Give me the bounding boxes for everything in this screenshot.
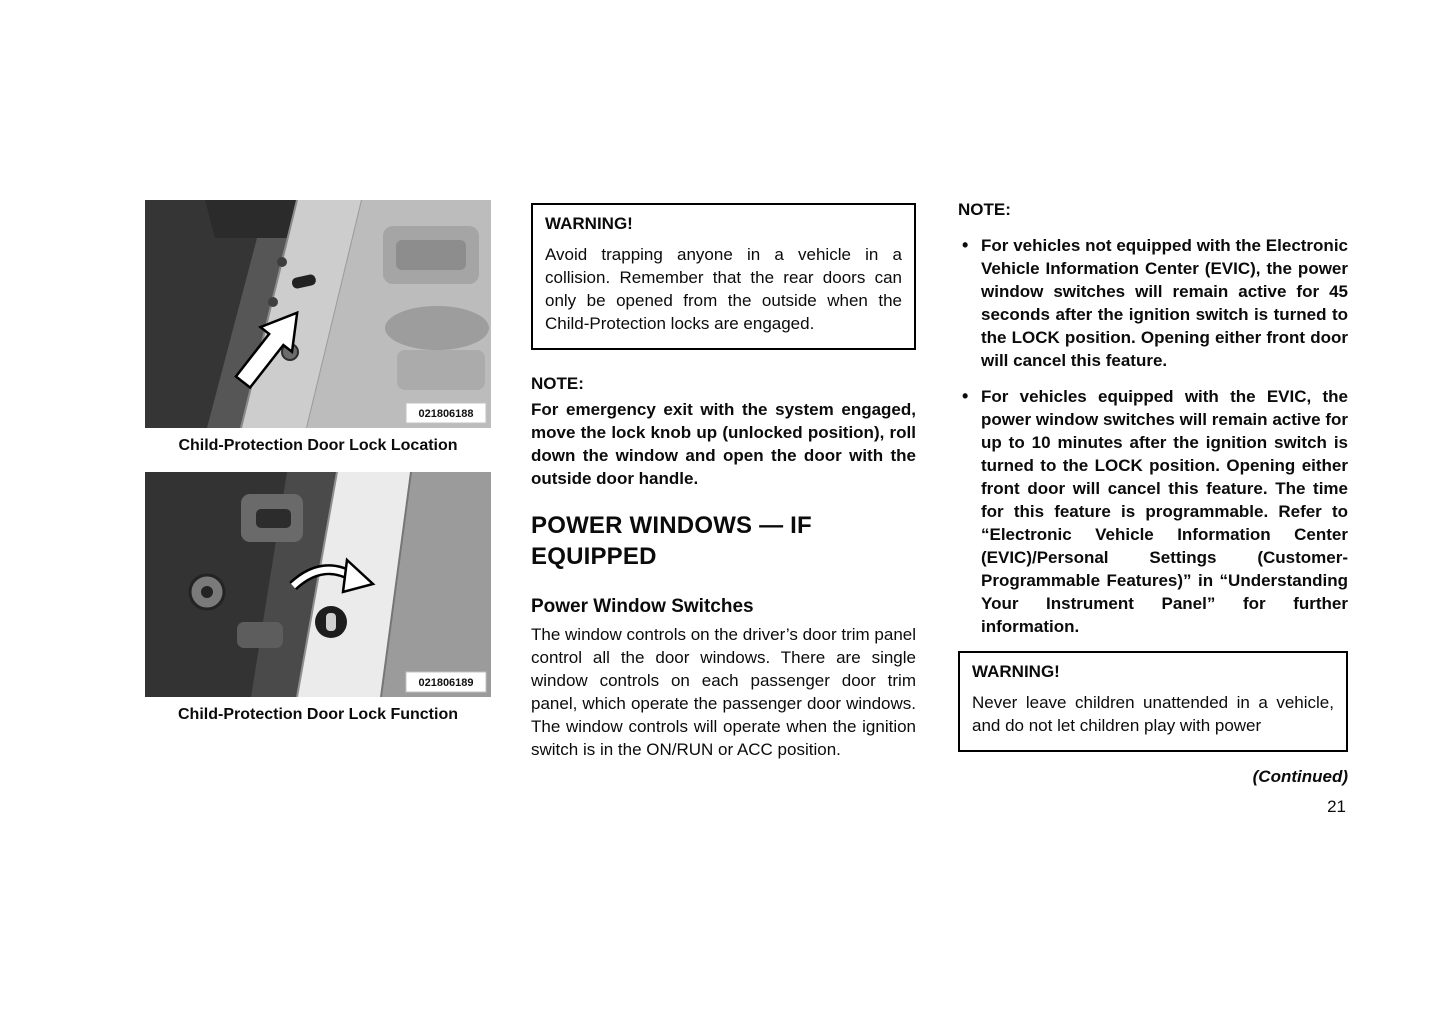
warning-body: Never leave children unattended in a vehicle, and do not let children play with power [972,693,1334,735]
note-bullet-list [958,234,1348,638]
subheading-power-window-switches: Power Window Switches [531,596,754,617]
right-column [958,200,1348,817]
note-emergency-exit [531,374,916,490]
figure2-caption: Child-Protection Door Lock Function [178,706,458,723]
left-column [145,200,491,724]
figure-door-lock-function [145,472,491,724]
door-lock-location-illustration [145,200,491,428]
warning-body: Avoid trapping anyone in a vehicle in a collision. Remember that the rear doors can only be opened from the outside when the Child-Protection locks are engaged. [545,245,902,333]
warning-box-children [958,651,1348,752]
right-note-title: NOTE: [958,200,1011,219]
warning-box-child-locks [531,203,916,350]
figure2-image-id: 021806189 [418,677,474,689]
note-bullet: • For vehicles equipped with the EVIC, the power window switches will remain active for up to 10 minutes after the ignition switch is turned to the LOCK position. Opening either front door will cancel this feature. The time for this feature is programmable. Refer to “Electronic Vehicle Information Center (EVIC)/Personal Settings (Customer-Programmable Features)” in “Understanding Your Instrument Panel” for further information. [958,385,1348,638]
figure-door-lock-location [145,200,491,455]
figure1-caption: Child-Protection Door Lock Location [178,437,458,454]
page-number: 21 [1327,797,1346,816]
warning-title: WARNING! [972,662,1060,681]
note-bullet: • For vehicles not equipped with the Electronic Vehicle Information Center (EVIC), the power window switches will remain active for 45 seconds after the ignition switch is turned to the LOCK position. Opening either front door will cancel this feature. [958,234,1348,372]
note-body: For emergency exit with the system engaged, move the lock knob up (unlocked position), roll down the window and open the door with the outside door handle. [531,400,916,488]
continued-marker: (Continued) [1252,767,1348,786]
middle-column [531,203,916,761]
door-lock-function-illustration [145,472,491,697]
section-heading-power-windows: POWER WINDOWS — IF EQUIPPED [531,512,812,570]
figure1-image-id: 021806188 [418,408,474,420]
note-title: NOTE: [531,374,584,393]
power-window-paragraph: The window controls on the driver’s door trim panel control all the door windows. There are single window controls on each passenger door trim panel, which operate the passenger door windows. The window controls will operate when the ignition switch is in the ON/RUN or ACC position. [531,625,916,759]
warning-title: WARNING! [545,214,633,233]
